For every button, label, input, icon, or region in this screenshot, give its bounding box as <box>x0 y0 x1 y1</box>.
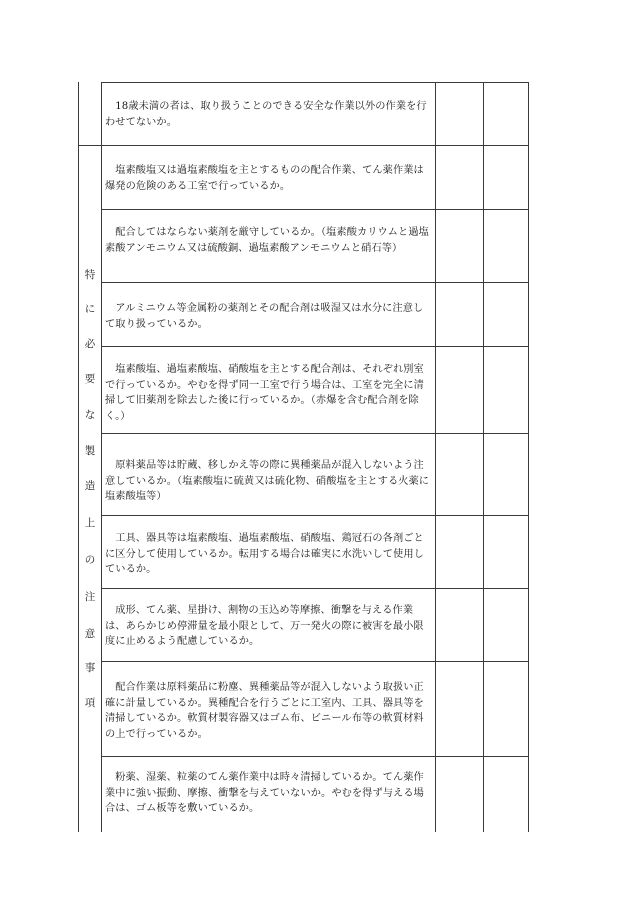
category-char: 製 <box>84 445 96 457</box>
row-divider <box>101 433 529 434</box>
category-char: 上 <box>84 517 96 529</box>
category-char: 意 <box>84 628 96 640</box>
row-divider <box>101 282 529 283</box>
category-char: 注 <box>84 591 96 603</box>
table-right-border <box>528 82 529 832</box>
category-char: な <box>84 409 96 421</box>
row-divider <box>101 346 529 347</box>
checklist-item-text: アルミニウム等金属粉の薬剤とその配合剤は吸湿又は水分に注意して取り扱っているか。 <box>105 303 424 330</box>
checklist-item-text: 配合作業は原料薬品に粉塵、異種薬品等が混入しないよう取扱い正確に計量しているか。異種配合を行うごとに工室内、工具、器具等を清掃しているか。軟質材製容器又はゴム布、ビニール布等の軟質材料の上で行っているか。 <box>105 682 424 740</box>
checklist-item-text: 粉薬、湿薬、粒薬のてん薬作業中は時々清掃しているか。てん薬作業中に強い振動、摩擦、衝撃を与えていないか。やむを得ず与える場合は、ゴム板等を敷いているか。 <box>105 772 424 815</box>
category-char: に <box>84 303 96 315</box>
row-divider <box>101 209 529 210</box>
checklist-item-text: 18歳未満の者は、取り扱うことのできる安全な作業以外の作業を行わせてないか。 <box>105 101 427 128</box>
category-column-divider <box>101 82 102 832</box>
row-divider <box>101 515 529 516</box>
table-left-border <box>78 82 79 832</box>
category-char: 造 <box>84 480 96 492</box>
checklist-item-text: 塩素酸塩又は過塩素酸塩を主とするものの配合作業、てん薬作業は爆発の危険のある工室で行っているか。 <box>105 165 424 192</box>
check-column-divider <box>483 82 484 832</box>
item-column-divider <box>435 82 436 832</box>
checklist-item-text: 配合してはならない薬剤を厳守しているか。（塩素酸カリウムと過塩素酸アンモニウム又は硫酸銅、過塩素酸アンモニウムと硝石等） <box>105 227 429 254</box>
row-divider <box>101 661 529 662</box>
row-divider <box>101 588 529 589</box>
category-char: 要 <box>84 373 96 385</box>
row-divider <box>101 756 529 757</box>
check-cell[interactable] <box>484 83 528 145</box>
category-char: 特 <box>84 269 96 281</box>
category-char: 事 <box>84 662 96 674</box>
checklist-item-text: 塩素酸塩、過塩素酸塩、硝酸塩を主とする配合剤は、それぞれ別室で行っているか。やむを得ず同一工室で行う場合は、工室を完全に清掃して旧薬剤を除去した後に行っているか。（赤爆を含む配合剤を除く。） <box>105 364 424 422</box>
category-char: 項 <box>84 697 96 709</box>
checklist-item-text: 原料薬品等は貯蔵、移しかえ等の際に異種薬品が混入しないよう注意しているか。（塩素酸塩に硫黄又は硫化物、硝酸塩を主とする火薬に塩素酸塩等） <box>105 460 430 503</box>
checklist-item-text: 工具、器具等は塩素酸塩、過塩素酸塩、硝酸塩、鶏冠石の各剤ごとに区分して使用しているか。転用する場合は確実に水洗いして使用しているか。 <box>105 533 424 576</box>
category-char: 必 <box>84 338 96 350</box>
checklist-item-text: 成形、てん薬、星掛け、割物の玉込め等摩擦、衝撃を与える作業は、あらかじめ停滞量を最小限として、万一発火の際に被害を最小限度に止めるよう配慮しているか。 <box>105 605 424 648</box>
check-cell[interactable] <box>436 83 483 145</box>
category-char: の <box>84 554 96 566</box>
section-divider <box>78 145 529 146</box>
